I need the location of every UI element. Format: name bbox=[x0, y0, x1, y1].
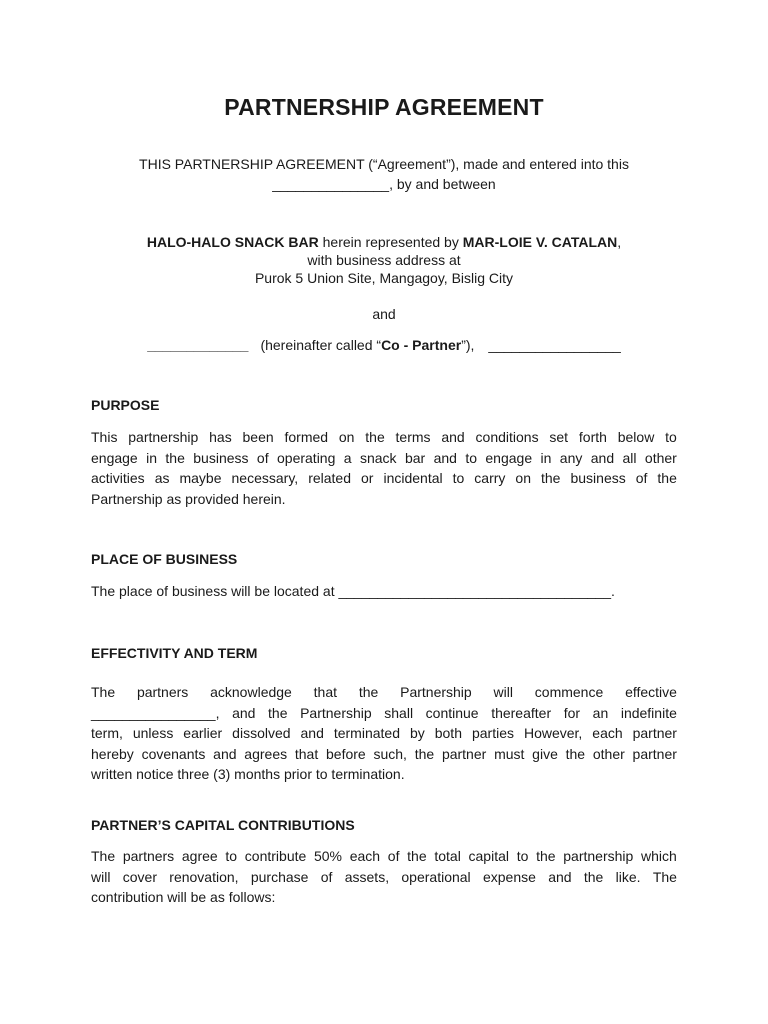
word: and bbox=[590, 449, 615, 466]
word: in bbox=[146, 449, 158, 466]
effectivity-line-2 bbox=[91, 703, 677, 724]
effectivity-line-1 bbox=[91, 682, 677, 703]
word: by bbox=[409, 725, 425, 741]
called-post: ”), bbox=[461, 337, 475, 353]
word: been bbox=[242, 429, 274, 445]
word: for bbox=[563, 704, 581, 721]
effectivity-line-4 bbox=[91, 744, 677, 765]
effectivity-line-3 bbox=[91, 723, 677, 744]
capital-line-3: contribution will be as follows: bbox=[91, 889, 276, 905]
word: related bbox=[308, 470, 351, 486]
word: The bbox=[91, 848, 116, 864]
word: that bbox=[313, 684, 338, 700]
called-pre: (hereinafter called “ bbox=[260, 337, 382, 353]
word: on bbox=[338, 429, 355, 445]
word: the bbox=[165, 449, 185, 466]
word: business bbox=[193, 449, 249, 466]
word: terminated bbox=[333, 725, 400, 741]
party2-line bbox=[0, 335, 768, 355]
purpose-heading: PURPOSE bbox=[91, 397, 160, 413]
word: will bbox=[493, 684, 513, 700]
word: other bbox=[644, 449, 677, 466]
document-title: PARTNERSHIP AGREEMENT bbox=[224, 94, 544, 120]
word: both bbox=[434, 725, 462, 741]
word: each bbox=[592, 725, 623, 741]
and-text: and bbox=[372, 306, 396, 322]
word: partnership bbox=[563, 848, 634, 864]
word: as bbox=[154, 470, 170, 486]
represented-text: herein represented by bbox=[318, 234, 463, 250]
word: indefinite bbox=[620, 704, 677, 721]
date-blank: _______________ bbox=[272, 176, 390, 192]
word: the bbox=[583, 868, 604, 885]
word: shall bbox=[384, 704, 414, 721]
word: below bbox=[617, 429, 655, 445]
word: an bbox=[592, 704, 609, 721]
capital-heading: PARTNER’S CAPITAL CONTRIBUTIONS bbox=[91, 817, 355, 833]
word: Partnership bbox=[400, 684, 472, 700]
word: each bbox=[349, 848, 381, 864]
word: necessary, bbox=[231, 470, 299, 486]
party1-name: HALO-HALO SNACK BAR bbox=[146, 234, 319, 250]
word: agree bbox=[181, 848, 218, 864]
capital-line-1 bbox=[91, 846, 677, 867]
word: set bbox=[549, 429, 569, 445]
word: and bbox=[433, 449, 457, 466]
word: incidental bbox=[383, 470, 443, 486]
word: unless bbox=[132, 725, 174, 741]
word: any bbox=[559, 449, 583, 466]
word: This bbox=[91, 429, 118, 445]
intro-line-2-rest: , by and between bbox=[389, 176, 496, 192]
word: of bbox=[320, 868, 333, 885]
word: renovation, bbox=[169, 868, 239, 885]
co-partner-label: Co - Partner bbox=[381, 337, 462, 353]
word: other bbox=[592, 745, 625, 762]
word: acknowledge bbox=[210, 684, 292, 700]
party2-name-blank: _____________ bbox=[147, 337, 249, 353]
word: the bbox=[536, 848, 556, 864]
word: contribute bbox=[244, 848, 307, 864]
word: and bbox=[232, 704, 256, 721]
word: of bbox=[256, 449, 269, 466]
word: which bbox=[641, 848, 677, 864]
word: capital bbox=[468, 848, 509, 864]
word: effective bbox=[625, 684, 677, 700]
word: However, bbox=[523, 725, 583, 741]
word: snack bbox=[359, 449, 397, 466]
place-heading: PLACE OF BUSINESS bbox=[91, 551, 238, 567]
word: to bbox=[516, 848, 529, 864]
word: The bbox=[652, 868, 677, 885]
word: commence bbox=[534, 684, 604, 700]
word: such, bbox=[373, 745, 407, 762]
word: engage bbox=[91, 449, 138, 466]
word: partner bbox=[632, 725, 677, 741]
word: give bbox=[532, 745, 558, 762]
word: the bbox=[268, 704, 288, 721]
word: conditions bbox=[475, 429, 539, 445]
word: of bbox=[387, 848, 400, 864]
place-paragraph bbox=[91, 581, 677, 602]
word: term, bbox=[91, 725, 123, 741]
party1-representative: MAR-LOIE V. CATALAN bbox=[462, 234, 618, 250]
word: to bbox=[665, 429, 677, 445]
purpose-line-1 bbox=[91, 427, 677, 448]
word: on bbox=[515, 470, 531, 486]
word: ________________, bbox=[91, 704, 220, 721]
party1-comma: , bbox=[617, 234, 622, 250]
word: the bbox=[358, 684, 379, 700]
word: has bbox=[209, 429, 232, 445]
word: must bbox=[494, 745, 525, 762]
purpose-line-4: Partnership as provided herein. bbox=[91, 490, 286, 507]
word: continue bbox=[425, 704, 479, 721]
effectivity-heading: EFFECTIVITY AND TERM bbox=[91, 645, 258, 661]
party1-address-label: with business address at bbox=[307, 252, 461, 268]
party1-line bbox=[0, 232, 768, 252]
purpose-paragraph bbox=[91, 427, 677, 509]
capital-paragraph bbox=[91, 846, 677, 908]
word: the bbox=[657, 470, 677, 486]
purpose-line-2 bbox=[91, 448, 677, 469]
word: business bbox=[570, 470, 626, 486]
word: earlier bbox=[183, 725, 223, 741]
word: 50% bbox=[313, 848, 343, 864]
word: and bbox=[213, 745, 237, 762]
word: and bbox=[300, 725, 324, 741]
word: all bbox=[622, 449, 637, 466]
effectivity-paragraph bbox=[91, 682, 677, 785]
word: partnership bbox=[128, 429, 199, 445]
word: partner bbox=[632, 745, 677, 762]
word: before bbox=[326, 745, 366, 762]
word: cover bbox=[122, 868, 157, 885]
word: thereafter bbox=[491, 704, 552, 721]
word: terms bbox=[395, 429, 431, 445]
intro-line-2 bbox=[0, 174, 768, 194]
word: activities bbox=[91, 470, 145, 486]
word: partners bbox=[136, 684, 189, 700]
word: or bbox=[361, 470, 374, 486]
place-line: The place of business will be located at ___________________________________. bbox=[91, 583, 615, 599]
word: and bbox=[548, 868, 572, 885]
word: to bbox=[225, 848, 238, 864]
word: the bbox=[565, 745, 586, 762]
word: expense bbox=[482, 868, 536, 885]
word: a bbox=[343, 449, 352, 466]
word: agrees bbox=[244, 745, 288, 762]
word: forth bbox=[578, 429, 607, 445]
capital-line-2 bbox=[91, 867, 677, 888]
word: parties bbox=[471, 725, 514, 741]
word: to bbox=[452, 470, 465, 486]
word: covenants bbox=[141, 745, 206, 762]
party2-address-blank: _________________ bbox=[488, 337, 621, 353]
word: that bbox=[294, 745, 319, 762]
word: will bbox=[91, 868, 111, 885]
word: of bbox=[635, 470, 648, 486]
word: to bbox=[465, 449, 477, 466]
word: the bbox=[365, 429, 385, 445]
word: the bbox=[541, 470, 561, 486]
word: total bbox=[434, 848, 461, 864]
word: engage bbox=[485, 449, 533, 466]
word: dissolved bbox=[232, 725, 291, 741]
purpose-line-3 bbox=[91, 468, 677, 489]
word: carry bbox=[474, 470, 506, 486]
word: operational bbox=[401, 868, 471, 885]
word: hereby bbox=[91, 745, 134, 762]
intro-line-1: THIS PARTNERSHIP AGREEMENT (“Agreement”), made and entered into this bbox=[139, 156, 629, 172]
word: partner bbox=[441, 745, 487, 762]
word: the bbox=[414, 745, 435, 762]
word: Partnership bbox=[300, 704, 372, 721]
word: in bbox=[540, 449, 552, 466]
word: assets, bbox=[344, 868, 390, 885]
word: maybe bbox=[179, 470, 222, 486]
party1-address: Purok 5 Union Site, Mangagoy, Bislig City bbox=[254, 270, 514, 286]
word: bar bbox=[404, 449, 426, 466]
word: operating bbox=[277, 449, 336, 466]
word: formed bbox=[284, 429, 329, 445]
word: The bbox=[91, 684, 116, 700]
effectivity-line-5: written notice three (3) months prior to termination. bbox=[91, 766, 405, 782]
word: and bbox=[441, 429, 465, 445]
word: partners bbox=[122, 848, 175, 864]
word: the bbox=[407, 848, 427, 864]
word: like. bbox=[615, 868, 641, 885]
word: purchase bbox=[250, 868, 309, 885]
